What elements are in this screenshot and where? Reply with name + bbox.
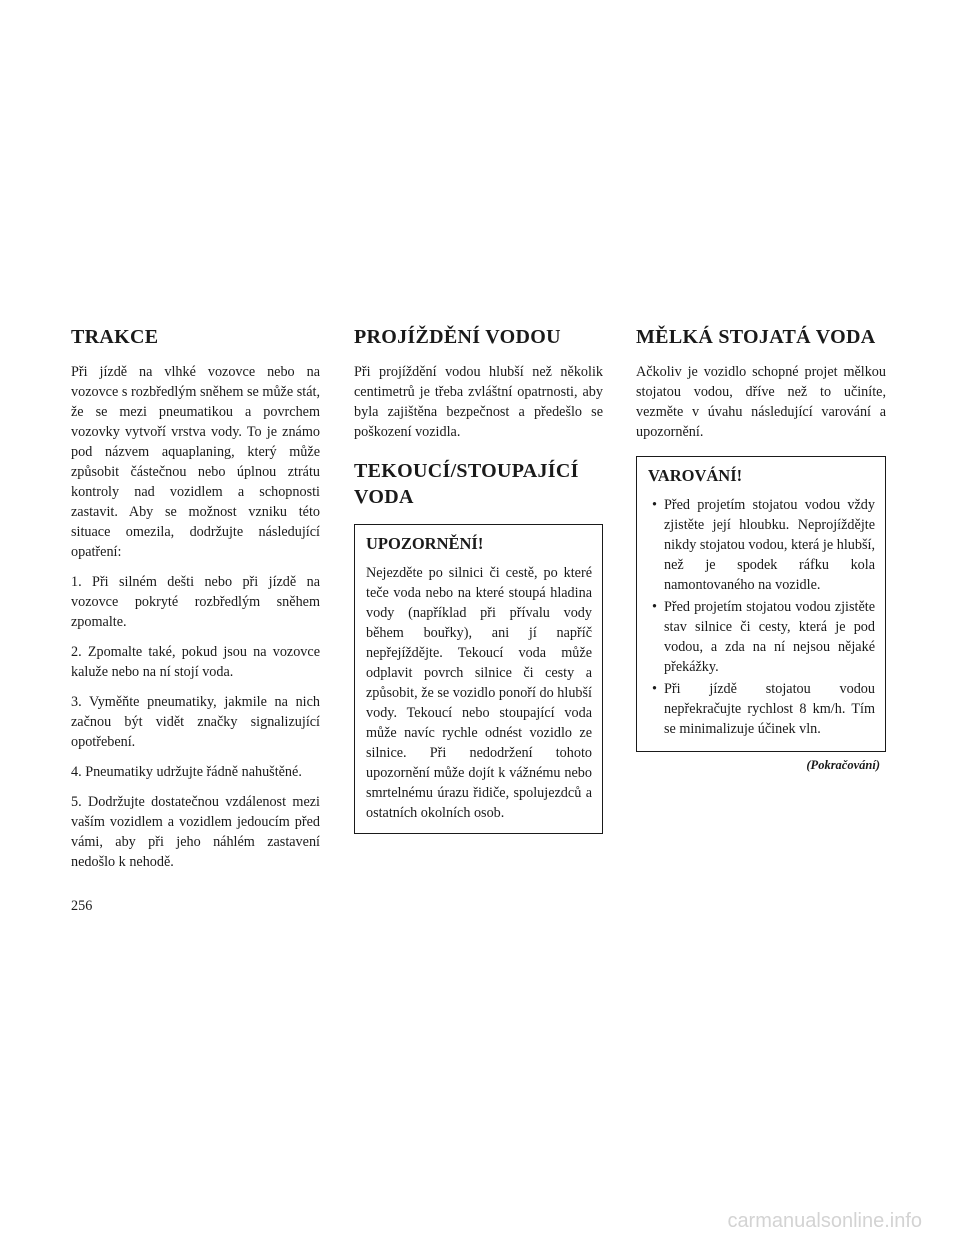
heading-driving-through-water: PROJÍŽDĚNÍ VODOU — [354, 326, 561, 348]
watermark: carmanualsonline.info — [727, 1210, 922, 1232]
warning-item: • Před projetím stojatou vodou vždy zjistěte její hloubku. Neprojíždějte nikdy stojatou vodou, která je hlubší, než je spodek ráfku kola namontovaného na vozidle. — [652, 497, 875, 593]
warning-item: • Při jízdě stojatou vodou nepřekračujte rychlost 8 km/h. Tím se minimalizuje účinek vln. — [652, 681, 875, 737]
column-traction — [71, 324, 320, 882]
warning-box — [636, 456, 886, 752]
heading-flowing-water: TEKOUCÍ/STOUPAJÍCÍ VODA — [354, 460, 579, 508]
bullet-icon: • — [652, 599, 657, 615]
traction-step-1: 1. Při silném dešti nebo při jízdě na vozovce pokryté rozbředlým sněhem zpomalte. — [71, 574, 320, 630]
driving-through-water-text: Při projíždění vodou hlubší než několik centimetrů je třeba zvláštní opatrnosti, aby byla zajištěna bezpečnost a předešlo se poškození vozidla. — [354, 364, 603, 440]
traction-intro: Při jízdě na vlhké vozovce nebo na vozovce s rozbředlým sněhem se může stát, že se mezi pneumatikou a povrchem vozovky vytvoří vrstva vody. To je známo pod názvem aquaplaning, který může způsobit částečnou nebo úplnou ztrátu kontroly nad vozidlem a schopnosti zastavit. Aby se možnost vzniku této situace omezila, dodržujte následující opatření: — [71, 364, 320, 560]
caution-text: Nejezděte po silnici či cestě, po které teče voda nebo na které stoupá hladina vody (například při přívalu vody během bouřky), ani jí napříč nepřejíždějte. Tekoucí voda může odplavit povrch silnice či cesty a způsobit, že se vozidlo ponoří do hlubší vody. Tekoucí nebo stoupající voda může navíc rychle odnést vozidlo ze silnice. Při nedodržení tohoto upozornění může dojít k vážnému nebo smrtelnému úrazu řidiče, spolujezdců a ostatních okolních osob. — [366, 565, 592, 821]
traction-step-2: 2. Zpomalte také, pokud jsou na vozovce kaluže nebo na ní stojí voda. — [71, 644, 320, 680]
caution-title: UPOZORNĚNÍ! — [366, 534, 484, 553]
column-driving-through-water — [354, 324, 603, 834]
bullet-icon: • — [652, 497, 657, 513]
page-number: 256 — [71, 898, 93, 914]
column-shallow-water — [636, 324, 886, 773]
traction-step-3: 3. Vyměňte pneumatiky, jakmile na nich začnou být vidět značky signalizující opotřebení. — [71, 694, 320, 750]
caution-box — [354, 524, 603, 834]
bullet-icon: • — [652, 681, 657, 697]
warning-title: VAROVÁNÍ! — [648, 466, 743, 485]
shallow-water-text: Ačkoliv je vozidlo schopné projet mělkou stojatou vodou, dříve než to učiníte, vezměte v úvahu následující varování a upozornění. — [636, 364, 886, 440]
traction-step-5: 5. Dodržujte dostatečnou vzdálenost mezi vaším vozidlem a vozidlem jedoucím před vámi, aby při jeho náhlém zastavení nedošlo k nehodě. — [71, 794, 320, 870]
warning-item: • Před projetím stojatou vodou zjistěte stav silnice či cesty, která je pod vodou, a zda na ní nejsou nějaké překážky. — [652, 599, 875, 675]
heading-traction: TRAKCE — [71, 326, 159, 348]
traction-step-4: 4. Pneumatiky udržujte řádně nahuštěné. — [71, 764, 302, 780]
continued-note: (Pokračování) — [806, 758, 880, 772]
heading-shallow-water: MĚLKÁ STOJATÁ VODA — [636, 326, 876, 348]
warning-list — [648, 495, 875, 739]
